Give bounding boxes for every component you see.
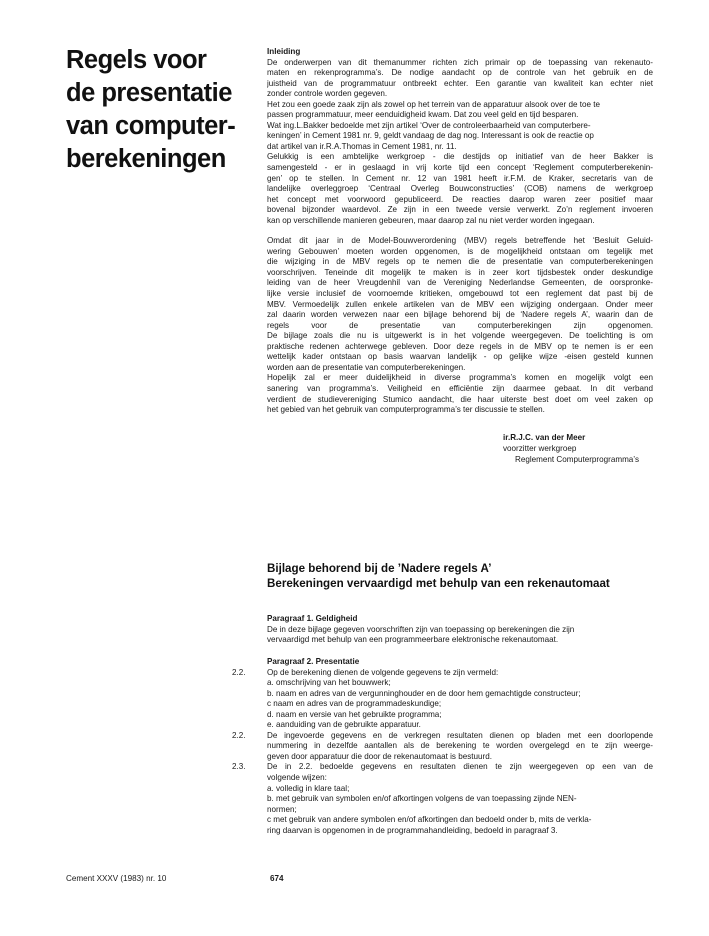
intro-line: Het zou een goede zaak zijn als zowel op het terrein van de apparatuur alsook over de toe te: [267, 99, 600, 109]
paragraph-1-line: De in deze bijlage gegeven voorschriften zijn van toepassing op berekeningen die zijn: [267, 624, 575, 634]
intro-line: dat artikel van ir.R.A.Thomas in Cement 1981, nr. 11.: [267, 141, 457, 151]
intro-line: zonder controle worden gegeven.: [267, 89, 388, 99]
item-subline: e. aanduiding van de gebruikte apparatuur.: [267, 720, 421, 730]
intro-line: Wat ing.L.Bakker bedoelde met zijn artikel ‘Over de controleerbaarheid van computerbere-: [267, 120, 591, 130]
intro-line: samengesteld - er in geslaagd in vrij korte tijd een concept ‘Reglement computerberekenin-: [267, 163, 653, 173]
body-line: verdient de studievereniging Stumico aandacht, die haar uiterste best doet om veel zaken op: [267, 394, 653, 404]
item-subline: c met gebruik van andere symbolen en/of afkortingen dan bedoeld onder b, mits de verkla-: [267, 815, 592, 825]
intro-line: Gelukkig is een ambtelijke werkgroep - die destijds op initiatief van de heer Bakker is: [267, 152, 653, 162]
intro-line: maten en rekenprogramma’s. De nodige aandacht op de controle van het gebruik en de: [267, 68, 653, 78]
paragraph-2: [232, 657, 653, 836]
signature-block: [503, 432, 639, 465]
body-line: zal daarin worden verwezen naar een bijlage behorend bij de ‘Nadere regels A’, waarin dan de: [267, 310, 653, 320]
item-number: 2.3.: [232, 762, 246, 772]
title-line: berekeningen: [66, 145, 226, 173]
body-line: De bijlage zoals die nu is uitgewerkt is in het volgende weergegeven. De toelichting is om: [267, 331, 653, 341]
page-number: 674: [270, 874, 284, 883]
body-line: praktische redenen achterwege gebleven. Door deze regels in de MBV op te nemen is er een: [267, 341, 653, 351]
body-line: leiding van de heer Vreugdenhil van de Vereniging Nederlandse Gemeenten, de oorspronke-: [267, 278, 653, 288]
intro-line: het concept met voorwoord gepubliceerd. De reacties daarop waren zeer positief maar: [267, 194, 653, 204]
item-line: De ingevoerde gegevens en de verkregen resultaten dienen op bladen met een doorlopende: [267, 730, 653, 740]
item-line: Op de berekening dienen de volgende gegevens te zijn vermeld:: [267, 667, 499, 677]
title-line: van computer-: [66, 112, 236, 140]
item-subline: c naam en adres van de programmadeskundige;: [267, 699, 442, 709]
intro-body-continued: [267, 236, 653, 415]
item-subline: ring daarvan is opgenomen in de programmahandleiding, bedoeld in paragraaf 3.: [267, 825, 558, 835]
item-subline: b. met gebruik van symbolen en/of afkortingen volgens de van toepassing zijnde NEN-: [267, 794, 577, 804]
intro-body: [267, 58, 653, 227]
signature-role: voorzitter werkgroep: [503, 444, 577, 453]
paragraph-2-heading: Paragraaf 2. Presentatie: [267, 657, 360, 666]
intro-line: De onderwerpen van dit themanummer richten zich primair op de toepassing van rekenauto-: [267, 57, 653, 67]
item-line: nummering in dezelfde aantallen als de berekening te worden overgelegd en te zijn weerge-: [267, 741, 653, 751]
appendix-title: [267, 561, 610, 591]
body-line: Omdat dit jaar in de Model-Bouwverordening (MBV) regels betreffende het ‘Besluit Geluid-: [267, 236, 653, 246]
paragraph-1-heading: Paragraaf 1. Geldigheid: [267, 614, 358, 623]
body-line: het gebied van het gebruik van computerprogramma’s ter discussie te stellen.: [267, 405, 545, 415]
body-line: regels voor de presentatie van computerberekingen zijn opgenomen.: [267, 320, 653, 330]
body-line: wettelijk kader ontstaan op basis waarvan landelijk - op gelijke wijze -eisen gesteld kunnen: [267, 352, 653, 362]
body-line: MBV. Vermoedelijk zullen enkele artikelen van de MBV een wijziging ondergaan. Onder meer: [267, 299, 653, 309]
intro-line: passen programmatuur, meer eenduidigheid kwam. Dat zou veel geld en tijd besparen.: [267, 110, 579, 120]
appendix-title-line-2: Berekeningen vervaardigd met behulp van een rekenautomaat: [267, 577, 610, 590]
body-line: lijke versie inclusief de voornoemde kritieken, omgebouwd tot een reglement dat past bij de: [267, 289, 653, 299]
body-line: worden aan de presentatie van computerberekeningen.: [267, 362, 466, 372]
paragraph-2-item: [232, 667, 653, 731]
body-line: voorschrijven. Teneinde dit mogelijk te maken is in zeer kort tijdsbestek onder deskundige: [267, 267, 653, 277]
body-line: Hopelijk zal er meer duidelijkheid in diverse programma’s komen en mogelijk volgt een: [267, 373, 653, 383]
appendix-title-line-1: Bijlage behorend bij de ’Nadere regels A’: [267, 562, 492, 575]
item-subline: a. omschrijving van het bouwwerk;: [267, 678, 391, 688]
paragraph-2-item: [232, 730, 653, 763]
intro-heading: Inleiding: [267, 47, 301, 56]
intro-line: keningen’ in Cement 1981 nr. 9, geldt vandaag de dag nog. Interessant is ook de reactie op: [267, 131, 594, 141]
item-subline: normen;: [267, 804, 297, 814]
signature-name: ir.R.J.C. van der Meer: [503, 433, 586, 442]
item-number: 2.2.: [232, 667, 246, 677]
journal-footer: Cement XXXV (1983) nr. 10: [66, 874, 167, 883]
title-line: Regels voor: [66, 46, 207, 74]
item-line: De in 2.2. bedoelde gegevens en resultaten dienen te zijn weergegeven op een van de: [267, 762, 653, 772]
intro-line: bovenal bijzonder waardevol. Ze zijn in een tweede versie verwerkt. Zo’n reglement invoeren: [267, 205, 653, 215]
intro-line: juistheid van de programmatuur ontbreekt echter. Een garantie van kwaliteit kan echter niet: [267, 78, 653, 88]
title-line: de presentatie: [66, 79, 232, 107]
item-subline: d. naam en versie van het gebruikte programma;: [267, 709, 442, 719]
paragraph-1-line: vervaardigd met behulp van een programmeerbare elektronische rekenautomaat.: [267, 635, 559, 645]
signature-committee: Reglement Computerprogramma’s: [515, 455, 640, 464]
body-line: die wijziging in de MBV regels op te nemen die de presentatie van computerberekeningen: [267, 257, 653, 267]
item-subline: a. volledig in klare taal;: [267, 783, 350, 793]
intro-line: gen’ op te stellen. In Cement nr. 12 van 1981 heeft ir.F.M. de Kraker, secretaris van de: [267, 173, 653, 183]
item-line: volgende wijzen:: [267, 773, 327, 783]
intro-line: landelijke overleggroep ‘Centraal Overleg Bouwconstructies’ (COB) namens de werkgroep: [267, 184, 653, 194]
body-line: sanering van programma’s. Veiligheid en efficiëntie zijn daarmee gebaat. In dit verband: [267, 383, 653, 393]
intro-line: kan op verschillende manieren gebeuren, maar daarop zal nu niet verder worden ingegaan.: [267, 215, 595, 225]
paragraph-1: [267, 614, 653, 646]
item-number: 2.2.: [232, 730, 246, 740]
body-line: wering Gebouwen’ moeten worden opgenomen, is de mogelijkheid ontstaan om tegelijk met: [267, 246, 653, 256]
item-subline: b. naam en adres van de vergunninghouder en de door hem gemachtigde constructeur;: [267, 688, 581, 698]
article-title: [66, 44, 256, 176]
item-line: geven door apparatuur die door de rekenautomaat is bestuurd.: [267, 751, 492, 761]
paragraph-2-items: [232, 667, 653, 837]
intro-section: [267, 47, 653, 416]
paragraph-2-item: [232, 762, 653, 836]
